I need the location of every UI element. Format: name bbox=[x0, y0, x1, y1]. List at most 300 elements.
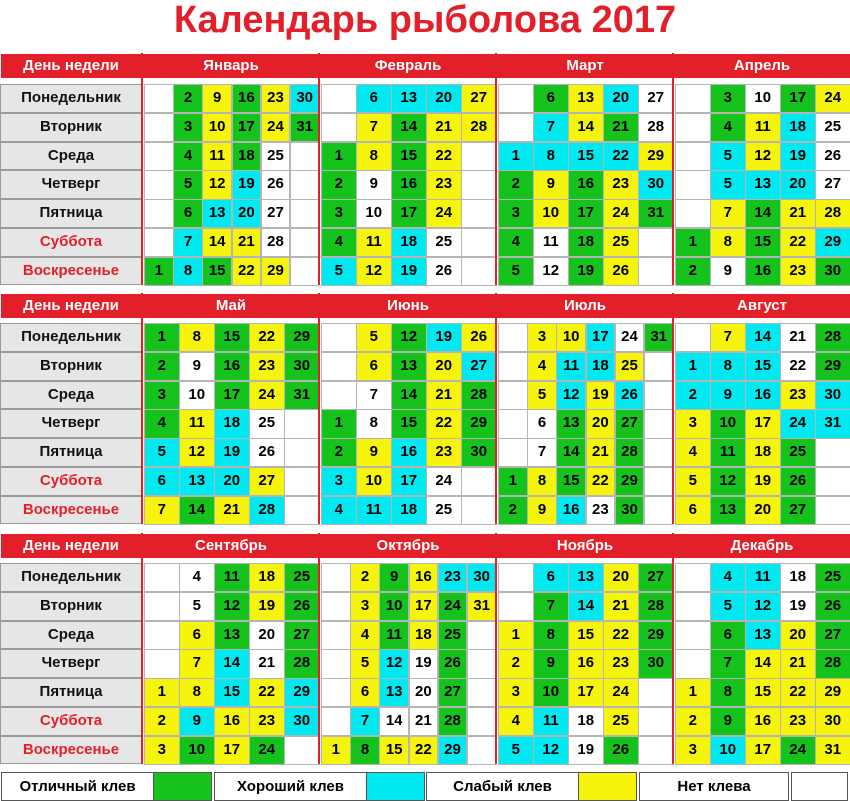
day-cell: 8 bbox=[179, 323, 215, 352]
empty-cell bbox=[144, 592, 180, 621]
day-cell: 11 bbox=[745, 113, 781, 142]
empty-cell bbox=[321, 678, 351, 707]
weekday-label: Пятница bbox=[0, 678, 142, 707]
day-cell: 20 bbox=[426, 352, 462, 381]
day-cell: 28 bbox=[461, 113, 497, 142]
day-cell: 13 bbox=[568, 84, 604, 113]
empty-cell bbox=[144, 142, 174, 171]
day-cell: 2 bbox=[321, 438, 357, 467]
empty-cell bbox=[638, 257, 674, 286]
day-cell: 28 bbox=[438, 707, 468, 736]
day-cell: 11 bbox=[379, 621, 409, 650]
day-cell: 8 bbox=[356, 142, 392, 171]
day-cell: 10 bbox=[556, 323, 586, 352]
day-cell: 21 bbox=[603, 592, 639, 621]
month-name: Сентябрь bbox=[195, 537, 267, 554]
day-cell: 1 bbox=[144, 323, 180, 352]
empty-cell bbox=[461, 199, 497, 228]
day-cell: 30 bbox=[461, 438, 497, 467]
day-cell: 25 bbox=[780, 438, 816, 467]
weekday-label: Понедельник bbox=[0, 84, 142, 113]
day-cell: 17 bbox=[568, 678, 604, 707]
day-cell: 15 bbox=[745, 678, 781, 707]
day-cell: 3 bbox=[498, 678, 534, 707]
empty-cell bbox=[675, 142, 711, 171]
empty-cell bbox=[144, 84, 174, 113]
day-cell: 26 bbox=[261, 170, 291, 199]
day-cell: 17 bbox=[745, 736, 781, 765]
day-cell: 4 bbox=[498, 228, 534, 257]
month-separator bbox=[495, 533, 497, 764]
day-cell: 31 bbox=[815, 409, 850, 438]
day-cell: 23 bbox=[261, 84, 291, 113]
empty-cell bbox=[290, 228, 320, 257]
day-cell: 18 bbox=[586, 352, 616, 381]
day-cell: 22 bbox=[603, 142, 639, 171]
empty-cell bbox=[644, 381, 674, 410]
day-cell: 24 bbox=[780, 736, 816, 765]
day-cell: 10 bbox=[379, 592, 409, 621]
day-cell: 28 bbox=[815, 199, 850, 228]
empty-cell bbox=[638, 707, 674, 736]
day-cell: 13 bbox=[179, 467, 215, 496]
day-cell: 23 bbox=[603, 170, 639, 199]
weekday-label: Суббота bbox=[0, 228, 142, 257]
day-cell: 1 bbox=[675, 678, 711, 707]
day-cell: 26 bbox=[426, 257, 462, 286]
empty-cell bbox=[675, 170, 711, 199]
day-cell: 15 bbox=[556, 467, 586, 496]
day-cell: 12 bbox=[214, 592, 250, 621]
day-cell: 19 bbox=[586, 381, 616, 410]
day-cell: 2 bbox=[321, 170, 357, 199]
day-cell: 14 bbox=[202, 228, 232, 257]
month-name: Май bbox=[215, 297, 247, 314]
legend-swatch bbox=[366, 772, 425, 801]
day-cell: 16 bbox=[745, 381, 781, 410]
empty-cell bbox=[498, 381, 528, 410]
empty-cell bbox=[644, 352, 674, 381]
day-cell: 26 bbox=[461, 323, 497, 352]
day-cell: 14 bbox=[745, 199, 781, 228]
day-cell: 22 bbox=[232, 257, 262, 286]
day-cell: 4 bbox=[144, 409, 180, 438]
day-cell: 20 bbox=[426, 84, 462, 113]
month-header bbox=[142, 293, 320, 319]
day-cell: 6 bbox=[675, 496, 711, 525]
day-cell: 28 bbox=[249, 496, 285, 525]
month-name: Апрель bbox=[733, 57, 791, 74]
day-cell: 17 bbox=[214, 381, 250, 410]
empty-cell bbox=[321, 563, 351, 592]
day-cell: 9 bbox=[202, 84, 232, 113]
weekday-label: Вторник bbox=[0, 592, 142, 621]
day-cell: 4 bbox=[710, 113, 746, 142]
day-cell: 14 bbox=[214, 649, 250, 678]
day-cell: 4 bbox=[675, 438, 711, 467]
empty-cell bbox=[284, 438, 320, 467]
empty-cell bbox=[321, 323, 357, 352]
day-cell: 22 bbox=[780, 352, 816, 381]
day-cell: 29 bbox=[638, 142, 674, 171]
empty-cell bbox=[498, 323, 528, 352]
empty-cell bbox=[290, 170, 320, 199]
day-cell: 22 bbox=[249, 323, 285, 352]
day-cell: 3 bbox=[675, 409, 711, 438]
day-cell: 8 bbox=[527, 467, 557, 496]
day-cell: 3 bbox=[498, 199, 534, 228]
empty-cell bbox=[144, 563, 180, 592]
day-cell: 10 bbox=[710, 736, 746, 765]
day-cell: 14 bbox=[568, 592, 604, 621]
day-cell: 24 bbox=[815, 84, 850, 113]
day-cell: 24 bbox=[426, 199, 462, 228]
legend-swatch bbox=[791, 772, 848, 801]
day-cell: 16 bbox=[745, 257, 781, 286]
day-cell: 30 bbox=[615, 496, 645, 525]
day-cell: 19 bbox=[249, 592, 285, 621]
day-cell: 12 bbox=[391, 323, 427, 352]
day-cell: 26 bbox=[615, 381, 645, 410]
empty-cell bbox=[290, 199, 320, 228]
day-cell: 24 bbox=[438, 592, 468, 621]
day-cell: 20 bbox=[603, 563, 639, 592]
day-cell: 27 bbox=[815, 621, 850, 650]
day-cell: 21 bbox=[426, 381, 462, 410]
day-cell: 1 bbox=[321, 409, 357, 438]
empty-cell bbox=[290, 257, 320, 286]
month-name: Июнь bbox=[387, 297, 429, 314]
day-cell: 27 bbox=[261, 199, 291, 228]
day-cell: 31 bbox=[290, 113, 320, 142]
day-cell: 9 bbox=[379, 563, 409, 592]
day-cell: 8 bbox=[710, 228, 746, 257]
legend-label: Хороший клев bbox=[214, 772, 367, 801]
empty-cell bbox=[815, 438, 850, 467]
day-cell: 16 bbox=[409, 563, 439, 592]
day-cell: 5 bbox=[675, 467, 711, 496]
month-separator bbox=[318, 53, 320, 285]
month-separator bbox=[141, 533, 143, 764]
day-cell: 3 bbox=[144, 381, 180, 410]
day-cell: 13 bbox=[745, 621, 781, 650]
day-cell: 16 bbox=[214, 707, 250, 736]
empty-cell bbox=[461, 170, 497, 199]
month-header bbox=[673, 533, 850, 559]
day-cell: 3 bbox=[321, 199, 357, 228]
day-cell: 23 bbox=[780, 707, 816, 736]
day-cell: 24 bbox=[261, 113, 291, 142]
day-cell: 24 bbox=[780, 409, 816, 438]
day-cell: 27 bbox=[815, 170, 850, 199]
day-cell: 21 bbox=[409, 707, 439, 736]
day-cell: 21 bbox=[586, 438, 616, 467]
day-cell: 25 bbox=[284, 563, 320, 592]
day-cell: 14 bbox=[556, 438, 586, 467]
day-cell: 17 bbox=[214, 736, 250, 765]
empty-cell bbox=[467, 678, 497, 707]
day-cell: 24 bbox=[615, 323, 645, 352]
day-cell: 11 bbox=[710, 438, 746, 467]
empty-cell bbox=[321, 707, 351, 736]
day-cell: 6 bbox=[533, 84, 569, 113]
day-cell: 28 bbox=[815, 323, 850, 352]
day-cell: 12 bbox=[533, 257, 569, 286]
legend-label: Отличный клев bbox=[1, 772, 154, 801]
day-cell: 23 bbox=[603, 649, 639, 678]
day-cell: 15 bbox=[568, 621, 604, 650]
day-cell: 25 bbox=[438, 621, 468, 650]
weekday-label: Пятница bbox=[0, 199, 142, 228]
empty-cell bbox=[321, 84, 357, 113]
day-cell: 15 bbox=[568, 142, 604, 171]
day-cell: 2 bbox=[350, 563, 380, 592]
month-name: Ноябрь bbox=[556, 537, 614, 554]
day-cell: 6 bbox=[356, 84, 392, 113]
day-cell: 8 bbox=[350, 736, 380, 765]
day-cell: 16 bbox=[232, 84, 262, 113]
day-cell: 29 bbox=[261, 257, 291, 286]
weekday-label: Понедельник bbox=[0, 323, 142, 352]
day-cell: 2 bbox=[498, 170, 534, 199]
day-cell: 26 bbox=[815, 142, 850, 171]
day-cell: 29 bbox=[615, 467, 645, 496]
day-cell: 8 bbox=[173, 257, 203, 286]
empty-cell bbox=[144, 649, 180, 678]
day-cell: 15 bbox=[391, 142, 427, 171]
month-name: Март bbox=[566, 57, 604, 74]
month-name: Июль bbox=[564, 297, 606, 314]
day-cell: 25 bbox=[615, 352, 645, 381]
day-cell: 1 bbox=[498, 142, 534, 171]
day-cell: 5 bbox=[350, 649, 380, 678]
empty-cell bbox=[498, 409, 528, 438]
day-cell: 22 bbox=[586, 467, 616, 496]
day-cell: 1 bbox=[675, 228, 711, 257]
day-cell: 4 bbox=[527, 352, 557, 381]
day-cell: 10 bbox=[179, 381, 215, 410]
day-cell: 8 bbox=[179, 678, 215, 707]
weekday-header: День недели bbox=[0, 293, 142, 319]
empty-cell bbox=[675, 563, 711, 592]
day-cell: 31 bbox=[638, 199, 674, 228]
day-cell: 24 bbox=[603, 199, 639, 228]
day-cell: 2 bbox=[144, 707, 180, 736]
empty-cell bbox=[321, 649, 351, 678]
day-cell: 25 bbox=[261, 142, 291, 171]
day-cell: 23 bbox=[249, 707, 285, 736]
day-cell: 8 bbox=[710, 678, 746, 707]
empty-cell bbox=[675, 113, 711, 142]
day-cell: 11 bbox=[556, 352, 586, 381]
month-name: Октябрь bbox=[376, 537, 440, 554]
weekday-header: День недели bbox=[0, 53, 142, 79]
empty-cell bbox=[284, 736, 320, 765]
day-cell: 25 bbox=[426, 228, 462, 257]
day-cell: 11 bbox=[356, 496, 392, 525]
day-cell: 30 bbox=[284, 352, 320, 381]
empty-cell bbox=[321, 621, 351, 650]
day-cell: 29 bbox=[284, 323, 320, 352]
day-cell: 24 bbox=[603, 678, 639, 707]
day-cell: 7 bbox=[710, 323, 746, 352]
day-cell: 28 bbox=[284, 649, 320, 678]
day-cell: 7 bbox=[179, 649, 215, 678]
day-cell: 4 bbox=[321, 496, 357, 525]
day-cell: 1 bbox=[498, 621, 534, 650]
empty-cell bbox=[144, 228, 174, 257]
day-cell: 5 bbox=[710, 592, 746, 621]
day-cell: 9 bbox=[710, 707, 746, 736]
day-cell: 4 bbox=[350, 621, 380, 650]
month-separator bbox=[318, 533, 320, 764]
day-cell: 2 bbox=[498, 496, 528, 525]
day-cell: 29 bbox=[284, 678, 320, 707]
day-cell: 9 bbox=[533, 170, 569, 199]
empty-cell bbox=[675, 323, 711, 352]
day-cell: 29 bbox=[815, 228, 850, 257]
weekday-label: Четверг bbox=[0, 170, 142, 199]
day-cell: 9 bbox=[710, 257, 746, 286]
month-name: Август bbox=[737, 297, 787, 314]
day-cell: 27 bbox=[461, 352, 497, 381]
day-cell: 4 bbox=[321, 228, 357, 257]
day-cell: 24 bbox=[249, 736, 285, 765]
day-cell: 10 bbox=[533, 199, 569, 228]
day-cell: 5 bbox=[710, 170, 746, 199]
day-cell: 7 bbox=[350, 707, 380, 736]
day-cell: 13 bbox=[202, 199, 232, 228]
day-cell: 9 bbox=[533, 649, 569, 678]
day-cell: 7 bbox=[356, 381, 392, 410]
day-cell: 18 bbox=[745, 438, 781, 467]
day-cell: 25 bbox=[815, 113, 850, 142]
day-cell: 14 bbox=[379, 707, 409, 736]
day-cell: 2 bbox=[675, 257, 711, 286]
day-cell: 18 bbox=[391, 496, 427, 525]
day-cell: 22 bbox=[603, 621, 639, 650]
weekday-label: Среда bbox=[0, 142, 142, 171]
day-cell: 5 bbox=[356, 323, 392, 352]
empty-cell bbox=[467, 736, 497, 765]
day-cell: 3 bbox=[144, 736, 180, 765]
day-cell: 19 bbox=[391, 257, 427, 286]
day-cell: 11 bbox=[745, 563, 781, 592]
day-cell: 7 bbox=[710, 199, 746, 228]
day-cell: 19 bbox=[232, 170, 262, 199]
day-cell: 13 bbox=[568, 563, 604, 592]
empty-cell bbox=[675, 621, 711, 650]
day-cell: 14 bbox=[745, 649, 781, 678]
day-cell: 6 bbox=[356, 352, 392, 381]
day-cell: 25 bbox=[249, 409, 285, 438]
day-cell: 10 bbox=[533, 678, 569, 707]
day-cell: 22 bbox=[409, 736, 439, 765]
weekday-label: Суббота bbox=[0, 707, 142, 736]
empty-cell bbox=[644, 409, 674, 438]
day-cell: 30 bbox=[815, 707, 850, 736]
day-cell: 11 bbox=[179, 409, 215, 438]
weekday-label: Вторник bbox=[0, 352, 142, 381]
day-cell: 14 bbox=[568, 113, 604, 142]
day-cell: 31 bbox=[284, 381, 320, 410]
empty-cell bbox=[638, 228, 674, 257]
day-cell: 13 bbox=[391, 84, 427, 113]
day-cell: 18 bbox=[780, 563, 816, 592]
day-cell: 14 bbox=[179, 496, 215, 525]
day-cell: 18 bbox=[249, 563, 285, 592]
day-cell: 17 bbox=[780, 84, 816, 113]
day-cell: 22 bbox=[249, 678, 285, 707]
day-cell: 19 bbox=[409, 649, 439, 678]
day-cell: 7 bbox=[533, 113, 569, 142]
day-cell: 6 bbox=[144, 467, 180, 496]
day-cell: 20 bbox=[745, 496, 781, 525]
day-cell: 4 bbox=[498, 707, 534, 736]
empty-cell bbox=[290, 142, 320, 171]
day-cell: 17 bbox=[232, 113, 262, 142]
day-cell: 27 bbox=[638, 563, 674, 592]
month-header bbox=[496, 53, 674, 79]
day-cell: 19 bbox=[214, 438, 250, 467]
day-cell: 28 bbox=[461, 381, 497, 410]
day-cell: 5 bbox=[498, 257, 534, 286]
day-cell: 7 bbox=[710, 649, 746, 678]
legend-label: Нет клева bbox=[639, 772, 789, 801]
day-cell: 23 bbox=[249, 352, 285, 381]
empty-cell bbox=[467, 707, 497, 736]
month-header bbox=[496, 533, 674, 559]
month-separator bbox=[495, 53, 497, 285]
empty-cell bbox=[321, 381, 357, 410]
empty-cell bbox=[498, 438, 528, 467]
day-cell: 11 bbox=[356, 228, 392, 257]
day-cell: 23 bbox=[780, 257, 816, 286]
day-cell: 18 bbox=[568, 228, 604, 257]
day-cell: 3 bbox=[527, 323, 557, 352]
empty-cell bbox=[144, 621, 180, 650]
day-cell: 9 bbox=[527, 496, 557, 525]
day-cell: 29 bbox=[638, 621, 674, 650]
day-cell: 26 bbox=[438, 649, 468, 678]
day-cell: 6 bbox=[710, 621, 746, 650]
month-header bbox=[319, 533, 497, 559]
day-cell: 30 bbox=[815, 257, 850, 286]
day-cell: 31 bbox=[644, 323, 674, 352]
day-cell: 15 bbox=[214, 678, 250, 707]
day-cell: 12 bbox=[533, 736, 569, 765]
day-cell: 7 bbox=[144, 496, 180, 525]
day-cell: 11 bbox=[214, 563, 250, 592]
empty-cell bbox=[815, 467, 850, 496]
empty-cell bbox=[461, 142, 497, 171]
weekday-label: Воскресенье bbox=[0, 496, 142, 525]
day-cell: 21 bbox=[780, 323, 816, 352]
legend-swatch bbox=[153, 772, 212, 801]
day-cell: 1 bbox=[321, 142, 357, 171]
day-cell: 22 bbox=[780, 228, 816, 257]
day-cell: 13 bbox=[710, 496, 746, 525]
day-cell: 20 bbox=[232, 199, 262, 228]
month-name: Декабрь bbox=[730, 537, 794, 554]
day-cell: 15 bbox=[745, 228, 781, 257]
day-cell: 6 bbox=[350, 678, 380, 707]
day-cell: 10 bbox=[356, 467, 392, 496]
empty-cell bbox=[498, 352, 528, 381]
day-cell: 26 bbox=[815, 592, 850, 621]
day-cell: 30 bbox=[284, 707, 320, 736]
day-cell: 17 bbox=[391, 467, 427, 496]
